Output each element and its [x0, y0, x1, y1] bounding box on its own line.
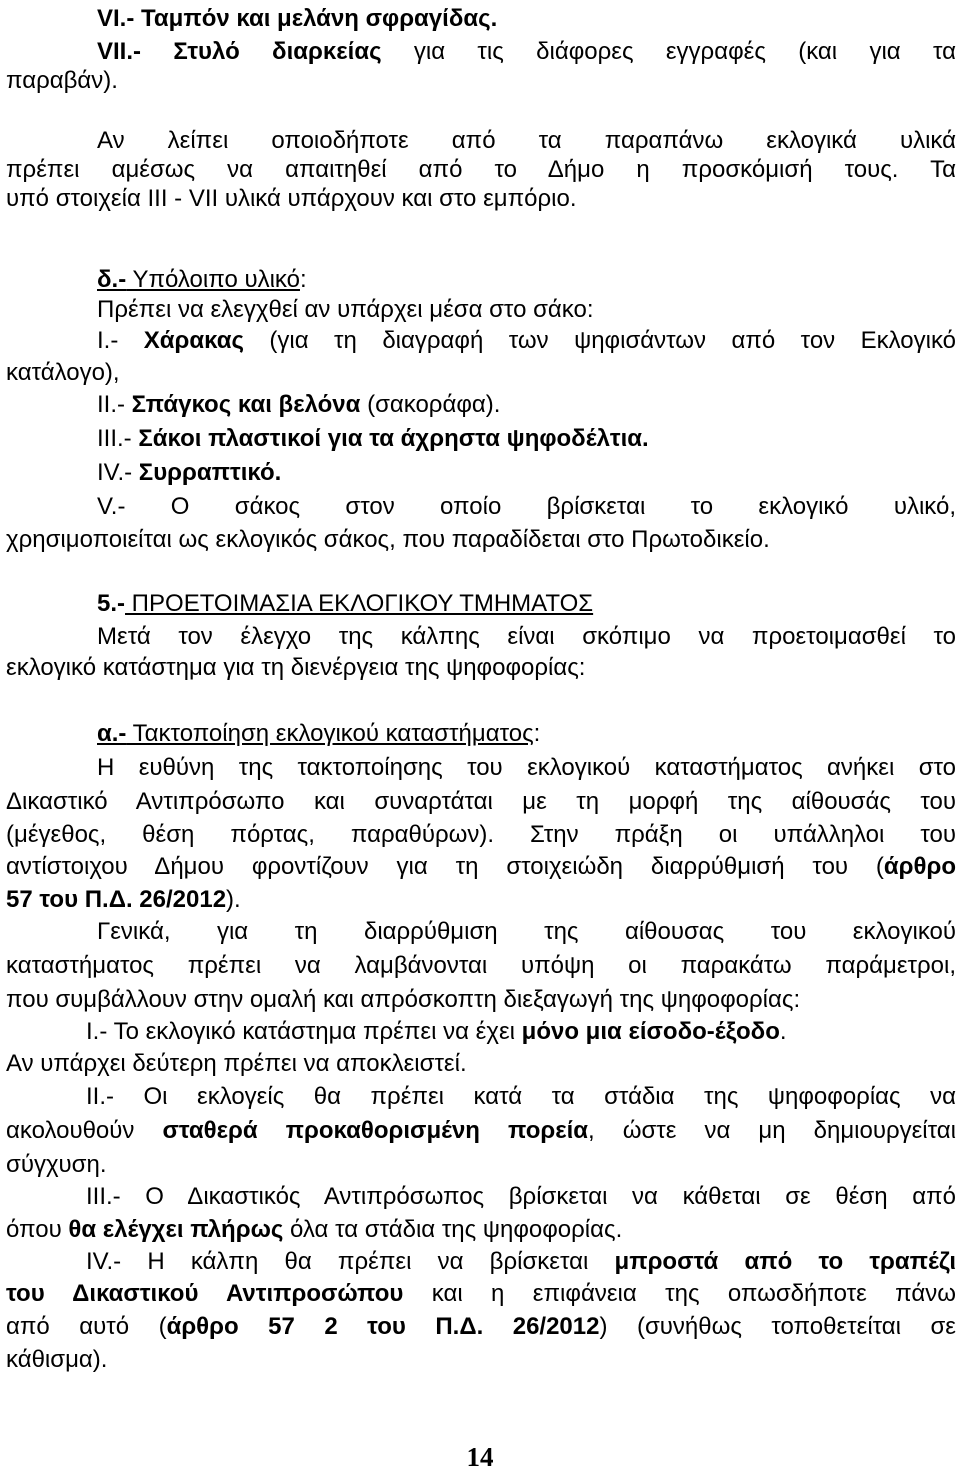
paragraph-line: πρέπει αμέσως να απαιτηθεί από το Δήμο η προσκόμισή τους. Τα: [6, 156, 956, 183]
rule-4-line-2: [6, 1279, 956, 1308]
item-bold: Σπάγκος και βελόνα: [125, 391, 361, 418]
list-item-2: [6, 390, 500, 419]
text-run-bold: μπροστά από το τραπέζι: [614, 1248, 957, 1275]
heading-colon: :: [533, 720, 541, 747]
item-bold: Στυλό διαρκείας: [141, 38, 382, 65]
text-run-bold: 57 του Π.Δ. 26/2012: [6, 886, 227, 913]
item-text: Ο σάκος στον οποίο βρίσκεται το εκλογικό υλικό,: [125, 493, 956, 520]
text-run-bold: του Δικαστικού Αντιπροσώπου: [6, 1280, 404, 1307]
item-vi: [6, 4, 956, 33]
paragraph-line: Μετά τον έλεγχο της κάλπης είναι σκόπιμο να προετοιμασθεί το: [97, 623, 956, 650]
rule-2-line-3: σύγχυση.: [6, 1151, 107, 1178]
item-number: V.-: [97, 493, 126, 520]
paragraph-line: [6, 885, 241, 914]
text-run-bold: σταθερά προκαθορισμένη πορεία: [162, 1117, 589, 1144]
paragraph-line: που συμβάλλουν στην ομαλή και απρόσκοπτη διεξαγωγή της ψηφοφορίας:: [6, 986, 801, 1013]
text-run: όλα τα στάδια της ψηφοφορίας.: [283, 1216, 623, 1243]
item-number: VI.-: [97, 5, 135, 32]
list-item-continuation: κατάλογο),: [6, 359, 120, 386]
list-item-3: [6, 424, 649, 453]
section-5-heading: [6, 589, 593, 618]
paragraph-line: Γενικά, για τη διαρρύθμιση της αίθουσας του εκλογικού: [97, 918, 956, 945]
item-number: VII.-: [97, 38, 142, 65]
item-number: ΙΙΙ.-: [97, 425, 132, 452]
text-run: ΙV.- Η κάλπη θα πρέπει να βρίσκεται: [86, 1248, 615, 1275]
text-run: από αυτό (: [6, 1313, 167, 1340]
paragraph-line: Αν λείπει οποιοδήποτε από τα παραπάνω εκλογικά υλικά: [97, 127, 956, 154]
rule-1: [6, 1017, 787, 1046]
rule-2-line-2: [6, 1116, 956, 1145]
text-run: Ι.- Το εκλογικό κατάστημα πρέπει να έχει: [86, 1018, 522, 1045]
text-run: ).: [226, 886, 241, 913]
text-run: και η επιφάνεια της οπωσδήποτε πάνω: [403, 1280, 957, 1307]
text-run-bold: μόνο μια είσοδο-έξοδο: [521, 1018, 780, 1045]
item-text: (σακοράφα).: [360, 391, 501, 418]
item-vii-continuation: παραβάν).: [6, 67, 118, 94]
rule-4-line-3: [6, 1312, 956, 1341]
heading-number: α.-: [97, 720, 127, 747]
heading-title: Υπόλοιπο υλικό: [126, 266, 300, 293]
list-item-4: [6, 458, 281, 487]
heading-title: ΠΡΟΕΤΟΙΜΑΣΙΑ ΕΚΛΟΓΙΚΟΥ ΤΜΗΜΑΤΟΣ: [125, 590, 594, 617]
text-run: .: [779, 1018, 787, 1045]
item-text: (για τη διαγραφή των ψηφισάντων από τον Εκλογικό: [243, 327, 956, 354]
section-d-heading: [6, 265, 307, 294]
item-vii: [6, 37, 956, 66]
text-run: ακολουθούν: [6, 1117, 163, 1144]
item-text: για τις διάφορες εγγραφές (και για τα: [381, 38, 956, 65]
text-run-bold: άρθρο: [883, 853, 956, 880]
paragraph-line: καταστήματος πρέπει να λαμβάνονται υπόψη οι παρακάτω παράμετροι,: [6, 952, 956, 979]
item-bold: Χάρακας: [118, 327, 244, 354]
heading-number: δ.-: [97, 266, 127, 293]
paragraph-line: [6, 852, 956, 881]
list-item-continuation: χρησιμοποιείται ως εκλογικός σάκος, που παραδίδεται στο Πρωτοδικείο.: [6, 526, 770, 553]
rule-4: [6, 1247, 956, 1276]
paragraph-line: (μέγεθος, θέση πόρτας, παραθύρων). Στην πράξη οι υπάλληλοι του: [6, 821, 956, 848]
item-bold: Σάκοι πλαστικοί για τα άχρηστα ψηφοδέλτια.: [131, 425, 649, 452]
text-run: ) (συνήθως τοποθετείται σε: [599, 1313, 956, 1340]
text-run-bold: θα ελέγχει πλήρως: [68, 1216, 284, 1243]
item-number: ΙΙ.-: [97, 391, 125, 418]
item-number: Ι.-: [97, 327, 119, 354]
list-item-5: [6, 492, 956, 521]
rule-1-continuation: Αν υπάρχει δεύτερη πρέπει να αποκλειστεί.: [6, 1050, 467, 1077]
rule-3-line-2: [6, 1215, 622, 1244]
heading-number: 5.-: [97, 590, 126, 617]
list-item-1: [6, 326, 956, 355]
heading-colon: :: [299, 266, 307, 293]
paragraph-line: υπό στοιχεία ΙΙΙ - VII υλικά υπάρχουν και στο εμπόριο.: [6, 185, 577, 212]
heading-title: Τακτοποίηση εκλογικού καταστήματος: [126, 720, 534, 747]
rule-2: ΙΙ.- Οι εκλογείς θα πρέπει κατά τα στάδια της ψηφοφορίας να: [86, 1083, 956, 1110]
item-bold: Συρραπτικό.: [132, 459, 282, 486]
text-run-bold: άρθρο 57 2 του Π.Δ. 26/2012: [166, 1313, 600, 1340]
rule-4-line-4: κάθισμα).: [6, 1346, 108, 1373]
item-text: Ταμπόν και μελάνη σφραγίδας.: [134, 5, 498, 32]
text-run: όπου: [6, 1216, 69, 1243]
text-run: αντίστοιχου Δήμου φροντίζουν για τη στοιχειώδη διαρρύθμισή του (: [6, 853, 884, 880]
paragraph-line: Η ευθύνη της τακτοποίησης του εκλογικού καταστήματος ανήκει στο: [97, 754, 956, 781]
section-a-heading: [6, 719, 540, 748]
page-number: 14: [466, 1442, 494, 1472]
paragraph-line: εκλογικό κατάστημα για τη διενέργεια της ψηφοφορίας:: [6, 654, 586, 681]
item-number: ΙV.-: [97, 459, 133, 486]
text-run: , ώστε να μη δημιουργείται: [588, 1117, 956, 1144]
rule-3: ΙΙΙ.- Ο Δικαστικός Αντιπρόσωπος βρίσκεται να κάθεται σε θέση από: [86, 1183, 956, 1210]
section-intro: Πρέπει να ελεγχθεί αν υπάρχει μέσα στο σάκο:: [97, 296, 594, 323]
paragraph-line: Δικαστικό Αντιπρόσωπο και συναρτάται με τη μορφή της αίθουσάς του: [6, 788, 956, 815]
